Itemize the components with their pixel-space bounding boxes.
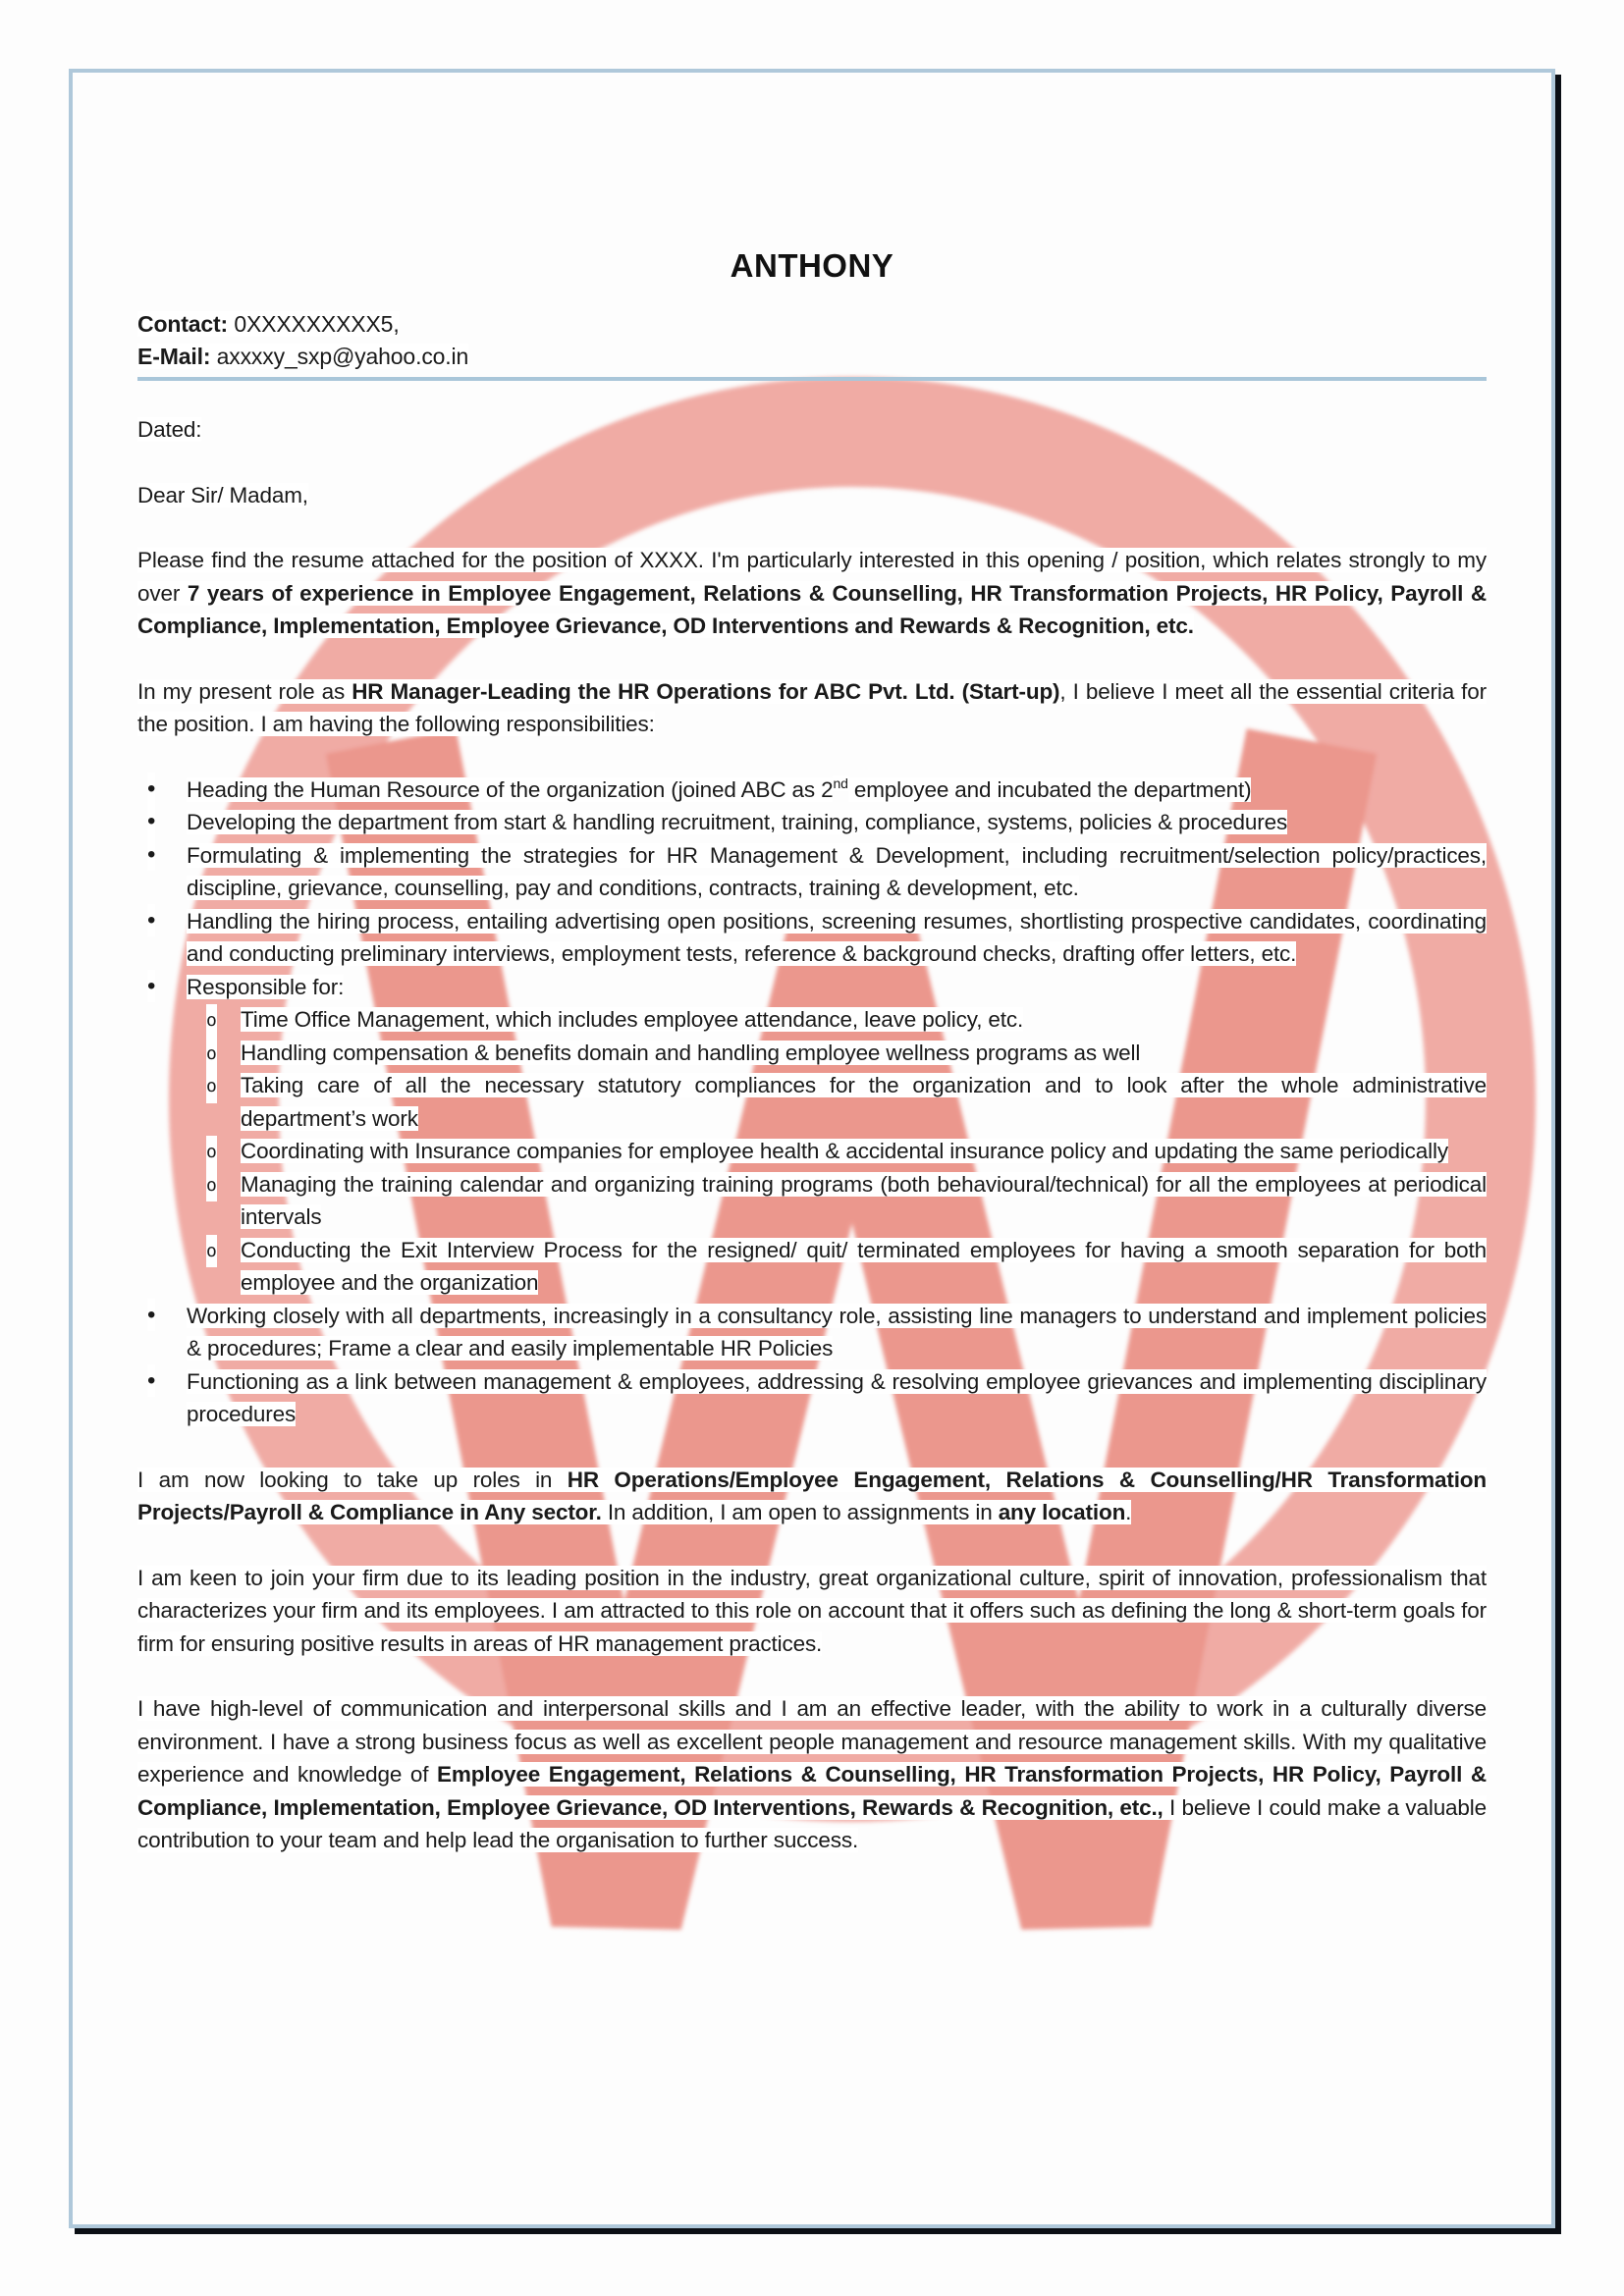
- list-item: • Functioning as a link between management & employees, addressing & resolving employee grievances and implementing disciplinary procedures: [137, 1365, 1487, 1431]
- paragraph-keen-to-join: I am keen to join your firm due to its leading position in the industry, great organizational culture, spirit of innovation, professionalism that characterizes your firm and its employees. I am attracted to this role on account that it offers such as defining the long & short-term goals for firm for ensuring positive results in areas of HR management practices.: [137, 1565, 1487, 1656]
- sub-list-item: o Handling compensation & benefits domain and handling employee wellness programs as well: [187, 1037, 1487, 1070]
- sub-list-item: o Time Office Management, which includes employee attendance, leave policy, etc.: [187, 1003, 1487, 1037]
- paragraph-looking-for: I am now looking to take up roles in HR Operations/Employee Engagement, Relations & Counselling/HR Transformation Projects/Payroll & Compliance in Any sector. In addition, I am open to assignments in any location.: [137, 1467, 1487, 1524]
- sub-list-item: o Managing the training calendar and organizing training programs (both behavioural/technical) for all the employees at periodical intervals: [187, 1168, 1487, 1234]
- list-item: • Heading the Human Resource of the organization (joined ABC as 2nd employee and incubated the department): [137, 774, 1487, 807]
- email-label: E-Mail:: [137, 344, 211, 369]
- contact-label: Contact:: [137, 311, 229, 337]
- paragraph-skills-closing: I have high-level of communication and interpersonal skills and I am an effective leader, with the ability to work in a culturally diverse environment. I have a strong business focus as well as excellent people management and resource management skills. With my qualitative experience and knowledge of Employee Engagement, Relations & Counselling, HR Transformation Projects, HR Policy, Payroll & Compliance, Implementation, Employee Grievance, OD Interventions, Rewards & Recognition, etc., I believe I could make a valuable contribution to your team and help lead the organisation to further success.: [137, 1696, 1487, 1852]
- page-title: ANTHONY: [730, 247, 894, 284]
- letter-content: [137, 245, 1487, 1857]
- superscript: nd: [833, 775, 848, 791]
- paragraph-present-role: In my present role as HR Manager-Leading the HR Operations for ABC Pvt. Ltd. (Start-up), I believe I meet all the essential criteria for the position. I am having the following responsibilities:: [137, 678, 1487, 736]
- sub-list-item: o Coordinating with Insurance companies for employee health & accidental insurance policy and updating the same periodically: [187, 1135, 1487, 1168]
- contact-block: [137, 308, 1487, 381]
- sub-list-item: o Conducting the Exit Interview Process for the resigned/ quit/ terminated employees for having a smooth separation for both employee and the organization: [187, 1234, 1487, 1300]
- list-item: • Formulating & implementing the strategies for HR Management & Development, including recruitment/selection policy/practices, discipline, grievance, counselling, pay and conditions, contracts, training & development, etc.: [137, 839, 1487, 905]
- paragraph-intro: Please find the resume attached for the position of XXXX. I'm particularly interested in this opening / position, which relates strongly to my over 7 years of experience in Employee Engagement, Relations & Counselling, HR Transformation Projects, HR Policy, Payroll & Compliance, Implementation, Employee Grievance, OD Interventions and Rewards & Recognition, etc.: [137, 548, 1487, 638]
- salutation: Dear Sir/ Madam,: [137, 482, 308, 507]
- responsibilities-list: [137, 774, 1487, 1431]
- email-line: [137, 341, 1487, 373]
- list-item: • Working closely with all departments, increasingly in a consultancy role, assisting line managers to understand and implement policies & procedures; Frame a clear and easily implementable HR Policies: [137, 1300, 1487, 1365]
- contact-line: [137, 308, 1487, 341]
- sub-list-item: o Taking care of all the necessary statutory compliances for the organization and to look after the whole administrative department’s work: [187, 1069, 1487, 1135]
- contact-value: 0XXXXXXXXX5,: [228, 311, 400, 337]
- responsible-for-sublist: [187, 1003, 1487, 1300]
- list-item: • Responsible for: o Time Office Management, which includes employee attendance, leave policy, etc. o Handling compensation & benefits domain and handling employee wellness programs as well o Taking care of all the necessary statutory compliances for the organization and to look after the whole administrative department’s work o Coordinating with Insurance companies for employee health & accidental insurance policy and updating the same periodically o Managing the training calendar and organizing training programs (both behavioural/technical) for all the employees at periodical intervals o Conducting the Exit Interview Process for the resigned/ quit/ terminated employees for having a smooth separation for both employee and the organization: [137, 971, 1487, 1300]
- email-value: axxxxy_sxp@yahoo.co.in: [210, 344, 469, 369]
- list-item: • Developing the department from start & handling recruitment, training, compliance, systems, policies & procedures: [137, 806, 1487, 839]
- list-item: • Handling the hiring process, entailing advertising open positions, screening resumes, shortlisting prospective candidates, coordinating and conducting preliminary interviews, employment tests, reference & background checks, drafting offer letters, etc.: [137, 905, 1487, 971]
- dated-line: Dated:: [137, 417, 202, 442]
